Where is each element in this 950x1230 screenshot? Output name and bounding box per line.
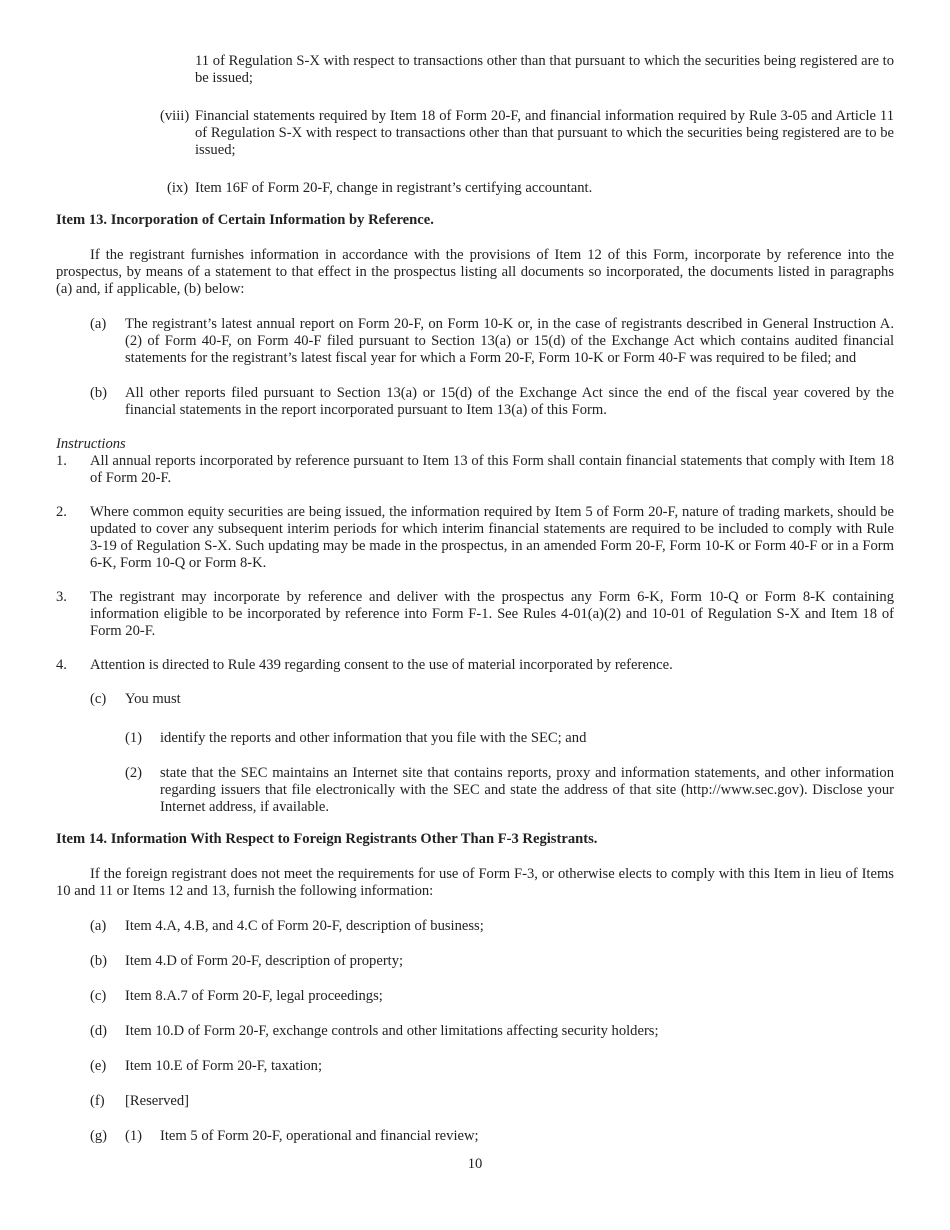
list-label: (d) <box>90 1023 108 1039</box>
instruction-2 <box>56 504 894 572</box>
list-label: (a) <box>90 316 107 332</box>
list-label: (a) <box>90 918 107 934</box>
list-text: All annual reports incorporated by reference pursuant to Item 13 of this Form shall contain financial statements that comply with Item 18 of Form 20-F. <box>90 453 894 486</box>
item13-c-sub-2 <box>125 765 894 816</box>
list-text: state that the SEC maintains an Internet site that contains reports, proxy and information statements, and other information regarding issuers that file electronically with the SEC and state the address of that site (http://www.sec.gov). Disclose your Internet address, if available. <box>160 765 894 815</box>
item14-item-d <box>90 1023 894 1040</box>
item14-item-c <box>90 988 894 1005</box>
list-label: (e) <box>90 1058 107 1074</box>
list-text: [Reserved] <box>125 1093 190 1109</box>
item14-item-a <box>90 918 894 935</box>
list-item-viii <box>160 108 894 159</box>
item13-item-b <box>90 385 894 419</box>
list-label: 4. <box>56 657 67 673</box>
item14-item-g <box>90 1128 894 1145</box>
list-text: Item 4.D of Form 20-F, description of property; <box>125 953 404 969</box>
instruction-4 <box>56 657 894 674</box>
document-page <box>56 53 894 1145</box>
item14-intro: If the foreign registrant does not meet the requirements for use of Form F-3, or otherwise elects to comply with this Item in lieu of Items 10 and 11 or Items 12 and 13, furnish the following information: <box>56 866 894 899</box>
list-label: (ix) <box>167 180 189 196</box>
list-text: The registrant’s latest annual report on Form 20-F, on Form 10-K or, in the case of registrants described in General Instruction A.(2) of Form 40-F, on Form 40-F filed pursuant to Section 13(a) or 15(d) of the Exchange Act which contains audited financial statements for the registrant’s latest fiscal year for which a Form 20-F, Form 10-K or Form 40-F was required to be filed; and <box>125 316 894 366</box>
list-label: 1. <box>56 453 67 469</box>
list-text: The registrant may incorporate by reference and deliver with the prospectus any Form 6-K, Form 10-Q or Form 8-K containing information eligible to be incorporated by reference into Form F-1. See Rules 4-01(a)(2) and 10-01 of Regulation S-X and Item 18 of Form 20-F. <box>90 589 894 639</box>
list-text: Item 8.A.7 of Form 20-F, legal proceedings; <box>125 988 383 1004</box>
item13-intro: If the registrant furnishes information in accordance with the provisions of Item 12 of this Form, incorporate by reference into the prospectus, by means of a statement to that effect in the prospectus listing all documents so incorporated, the documents listed in paragraphs (a) and, if applicable, (b) below: <box>56 247 894 297</box>
list-label: (2) <box>125 765 143 781</box>
continuation-paragraph: 11 of Regulation S-X with respect to transactions other than that pursuant to which the securities being registered are to be issued; <box>195 53 894 86</box>
list-item-ix <box>167 180 894 197</box>
list-text: Item 4.A, 4.B, and 4.C of Form 20-F, description of business; <box>125 918 484 934</box>
list-label: (1) <box>125 730 143 746</box>
page-number: 10 <box>467 1156 483 1172</box>
list-label: 3. <box>56 589 67 605</box>
list-text: You must <box>125 691 181 707</box>
item14-item-b <box>90 953 894 970</box>
item13-item-c <box>90 691 894 708</box>
instruction-1 <box>56 453 894 487</box>
list-text: Attention is directed to Rule 439 regarding consent to the use of material incorporated by reference. <box>90 657 673 673</box>
list-label: (f) <box>90 1093 105 1109</box>
list-sub-label: (1) <box>125 1128 143 1144</box>
list-label: (b) <box>90 953 108 969</box>
list-text: Item 10.E of Form 20-F, taxation; <box>125 1058 323 1074</box>
item14-item-e <box>90 1058 894 1075</box>
list-label: (c) <box>90 988 107 1004</box>
item13-heading: Item 13. Incorporation of Certain Information by Reference. <box>56 212 434 228</box>
list-text: Financial statements required by Item 18 of Form 20-F, and financial information required by Rule 3-05 and Article 11 of Regulation S-X with respect to transactions other than that pursuant to which the securities being registered are to be issued; <box>195 108 894 158</box>
list-label: 2. <box>56 504 67 520</box>
item13-item-a <box>90 316 894 367</box>
list-text: Item 16F of Form 20-F, change in registrant’s certifying accountant. <box>195 180 593 196</box>
instructions-title: Instructions <box>56 436 126 452</box>
list-text: Item 10.D of Form 20-F, exchange controls and other limitations affecting security holders; <box>125 1023 659 1039</box>
item14-item-f <box>90 1093 894 1110</box>
list-label: (b) <box>90 385 108 401</box>
list-text: Where common equity securities are being issued, the information required by Item 5 of Form 20-F, nature of trading markets, should be updated to cover any subsequent interim periods for which interim financial statements are required to be included to comply with Rule 3-19 of Regulation S-X. Such updating may be made in the prospectus, in an amended Form 20-F, Form 10-K or Form 40-F or in a Form 6-K, Form 10-Q or Form 8-K. <box>90 504 894 571</box>
list-text: All other reports filed pursuant to Section 13(a) or 15(d) of the Exchange Act since the end of the fiscal year covered by the financial statements in the report incorporated pursuant to Item 13(a) of this Form. <box>125 385 894 418</box>
list-label: (g) <box>90 1128 108 1144</box>
instruction-3 <box>56 589 894 640</box>
item14-heading: Item 14. Information With Respect to Foreign Registrants Other Than F-3 Registrants. <box>56 831 598 847</box>
list-label: (c) <box>90 691 107 707</box>
item13-c-sub-1 <box>125 730 894 747</box>
list-label: (viii) <box>160 108 190 124</box>
list-text: identify the reports and other information that you file with the SEC; and <box>160 730 587 746</box>
list-text: Item 5 of Form 20-F, operational and financial review; <box>160 1128 479 1144</box>
